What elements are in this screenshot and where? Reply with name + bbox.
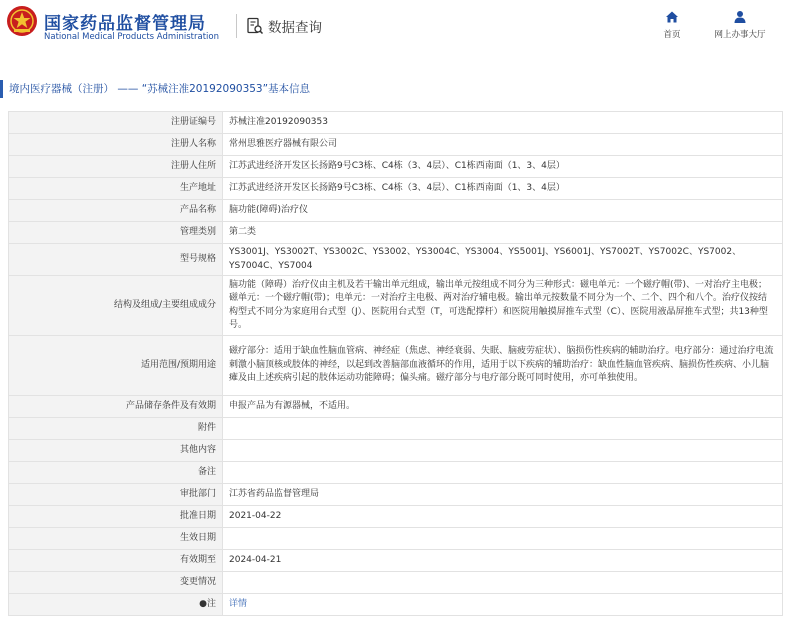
- field-label: 批准日期: [9, 506, 223, 528]
- detail-row: [9, 462, 783, 484]
- field-label: 注册证编号: [9, 112, 223, 134]
- breadcrumb-record: “苏械注准20192090353”基本信息: [141, 83, 311, 95]
- org-name-en: National Medical Products Administration: [44, 32, 219, 42]
- field-label: 审批部门: [9, 484, 223, 506]
- field-value: 脑功能(障碍)治疗仪: [223, 200, 783, 222]
- field-label: 管理类别: [9, 222, 223, 244]
- detail-row: [9, 572, 783, 594]
- nav-home[interactable]: [657, 10, 687, 40]
- field-value: 第二类: [223, 222, 783, 244]
- field-value: [223, 440, 783, 462]
- org-name-cn: 国家药品监督管理局: [44, 14, 206, 34]
- detail-row: [9, 134, 783, 156]
- field-value: 2021-04-22: [223, 506, 783, 528]
- field-label: 其他内容: [9, 440, 223, 462]
- header-divider: [236, 14, 237, 38]
- field-value: 江苏武进经济开发区长扬路9号C3栋、C4栋（3、4层）、C1栋西南面（1、3、4层）: [223, 156, 783, 178]
- document-search-icon: [246, 17, 264, 35]
- field-value: 脑功能（障碍）治疗仪由主机及若干输出单元组成，输出单元按组成不同分为三种形式：磁电单元：一个磁疗帽(带)、一对治疗主电极；磁单元：一个磁疗帽(带)；电单元：一对治疗主电极、两对治疗辅电极。输出单元按数量不同分为一个、二个、四个和八个。治疗仪按结构型式不同分为家庭用台式型（J）、医院用台式型（T，可选配撑杆）和医院用触摸屏推车式型（C）、医院用液晶屏推车式型；共13种型号。: [223, 276, 783, 336]
- field-value: 常州思雅医疗器械有限公司: [223, 134, 783, 156]
- breadcrumb-category[interactable]: 境内医疗器械（注册）: [9, 83, 114, 95]
- detail-row: [9, 200, 783, 222]
- nav-home-label: 首页: [663, 30, 681, 40]
- detail-row: [9, 418, 783, 440]
- detail-row: [9, 244, 783, 276]
- field-label: 注册人住所: [9, 156, 223, 178]
- field-value: [223, 418, 783, 440]
- breadcrumb-separator: ——: [114, 83, 142, 95]
- details-link[interactable]: 详情: [223, 594, 783, 616]
- field-label: 型号规格: [9, 244, 223, 276]
- detail-row: [9, 178, 783, 200]
- field-value: 江苏武进经济开发区长扬路9号C3栋、C4栋（3、4层）、C1栋西南面（1、3、4层）: [223, 178, 783, 200]
- field-label: 产品名称: [9, 200, 223, 222]
- detail-row: [9, 396, 783, 418]
- field-label: 产品储存条件及有效期: [9, 396, 223, 418]
- field-label: 备注: [9, 462, 223, 484]
- data-query-title: [246, 14, 322, 38]
- detail-row: [9, 440, 783, 462]
- detail-row: [9, 528, 783, 550]
- field-value: 申报产品为有源器械，不适用。: [223, 396, 783, 418]
- field-value: 江苏省药品监督管理局: [223, 484, 783, 506]
- detail-row: [9, 112, 783, 134]
- field-value: [223, 462, 783, 484]
- detail-row: [9, 506, 783, 528]
- field-value: 苏械注准20192090353: [223, 112, 783, 134]
- detail-row: [9, 156, 783, 178]
- field-label: 有效期至: [9, 550, 223, 572]
- detail-row: [9, 336, 783, 396]
- detail-row: [9, 594, 783, 616]
- detail-row: [9, 222, 783, 244]
- detail-row: [9, 550, 783, 572]
- field-value: [223, 572, 783, 594]
- field-label: 生效日期: [9, 528, 223, 550]
- field-value: YS3001J、YS3002T、YS3002C、YS3002、YS3004C、YS3004、YS5001J、YS6001J、YS7002T、YS7002C、YS7002、YS7004C、YS7004: [223, 244, 783, 276]
- data-query-label: 数据查询: [268, 20, 322, 36]
- nav-online-service-hall[interactable]: [706, 10, 774, 40]
- field-value: 磁疗部分：适用于缺血性脑血管病、神经症（焦虑、神经衰弱、失眠、脑疲劳症状）、脑损伤性疾病的辅助治疗。电疗部分：通过治疗电流刺激小脑顶核或肢体的神经，以起到改善脑部血液循环的作用，适用于以下疾病的辅助治疗：缺血性脑血管疾病、脑损伤性疾病、小儿脑瘫及由上述疾病引起的肢体运动功能障碍；偏头痛。磁疗部分与电疗部分既可同时使用，亦可单独使用。: [223, 336, 783, 396]
- registration-detail-table: [8, 111, 783, 616]
- field-value: [223, 528, 783, 550]
- field-value: 2024-04-21: [223, 550, 783, 572]
- field-label: 结构及组成/主要组成成分: [9, 276, 223, 336]
- user-icon: [733, 10, 747, 24]
- field-label: 生产地址: [9, 178, 223, 200]
- detail-row: [9, 484, 783, 506]
- site-header: [0, 0, 791, 58]
- field-label: 变更情况: [9, 572, 223, 594]
- home-icon: [665, 10, 679, 24]
- field-label: 附件: [9, 418, 223, 440]
- breadcrumb: [0, 80, 789, 98]
- field-label: 注册人名称: [9, 134, 223, 156]
- field-label: 适用范围/预期用途: [9, 336, 223, 396]
- nmpa-emblem-icon: [6, 5, 38, 37]
- nav-online-service-hall-label: 网上办事大厅: [714, 30, 766, 40]
- detail-row: [9, 276, 783, 336]
- field-label: ●注: [9, 594, 223, 616]
